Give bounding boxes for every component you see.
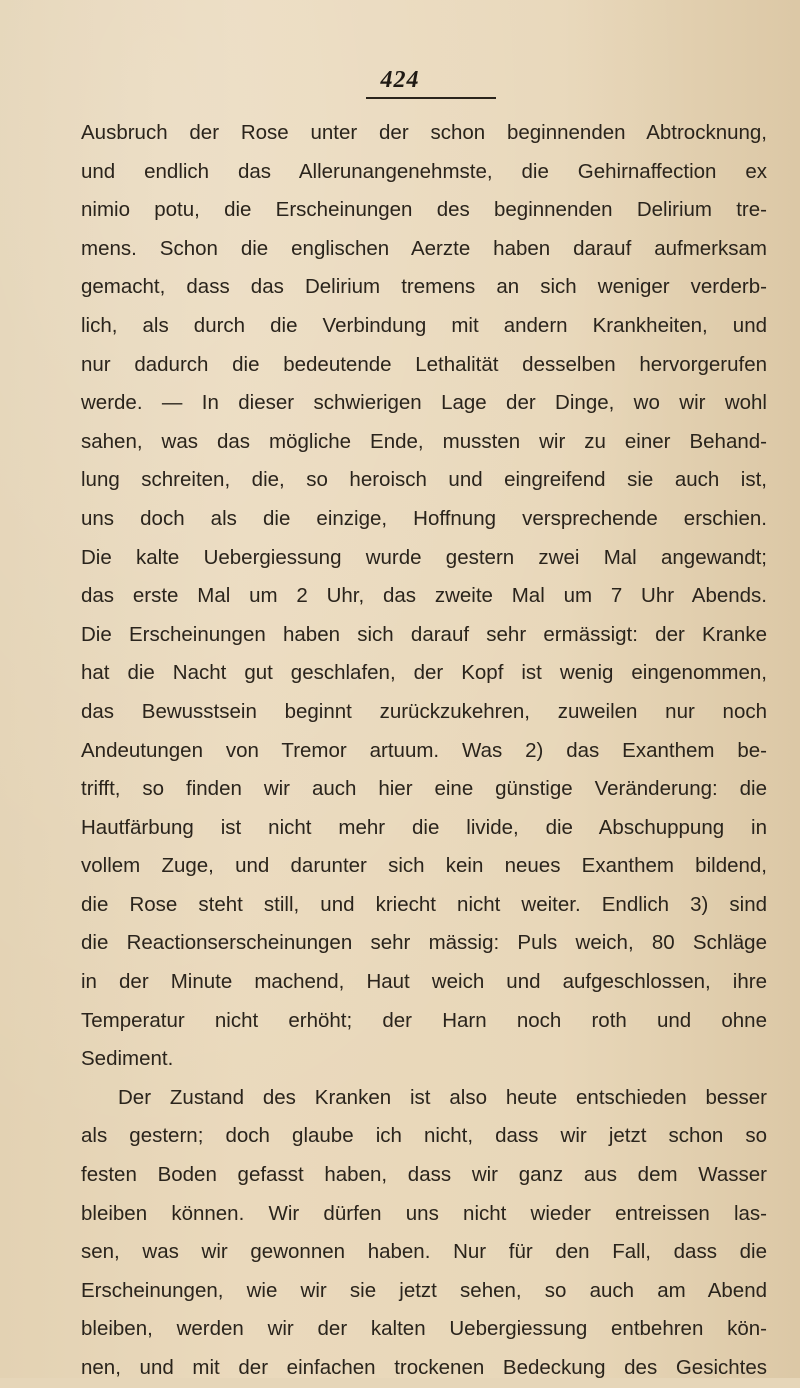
text-line: Die kalte Uebergiessung wurde gestern zwei Mal angewandt;: [81, 545, 767, 569]
text-line: Temperatur nicht erhöht; der Harn noch roth und ohne: [81, 1008, 767, 1032]
text-line: Hautfärbung ist nicht mehr die livide, die Abschuppung in: [81, 815, 767, 839]
page-number-underline: [366, 97, 496, 99]
body-text: [81, 114, 767, 1388]
text-line: Ausbruch der Rose unter der schon beginnenden Abtrocknung,: [81, 121, 767, 144]
text-line: das erste Mal um 2 Uhr, das zweite Mal um 7 Uhr Abends.: [81, 584, 767, 608]
text-line: gemacht, dass das Delirium tremens an sich weniger verderb-: [81, 275, 767, 299]
text-line: als gestern; doch glaube ich nicht, dass wir jetzt schon so: [81, 1124, 767, 1148]
text-line: die Rose steht still, und kriecht nicht weiter. Endlich 3) sind: [81, 892, 767, 916]
text-line: hat die Nacht gut geschlafen, der Kopf ist wenig eingenommen,: [81, 661, 767, 685]
text-line: nur dadurch die bedeutende Lethalität desselben hervorgerufen: [81, 352, 767, 376]
text-line: bleiben können. Wir dürfen uns nicht wieder entreissen las-: [81, 1201, 767, 1225]
text-line: sen, was wir gewonnen haben. Nur für den Fall, dass die: [81, 1240, 767, 1264]
text-line: werde. — In dieser schwierigen Lage der Dinge, wo wir wohl: [81, 391, 767, 415]
text-line: Andeutungen von Tremor artuum. Was 2) das Exanthem be-: [81, 738, 767, 762]
text-line: trifft, so finden wir auch hier eine günstige Veränderung: die: [81, 777, 767, 801]
text-line: in der Minute machend, Haut weich und aufgeschlossen, ihre: [81, 970, 767, 994]
text-line: lung schreiten, die, so heroisch und eingreifend sie auch ist,: [81, 468, 767, 492]
text-line: bleiben, werden wir der kalten Uebergiessung entbehren kön-: [81, 1317, 767, 1341]
text-line: das Bewusstsein beginnt zurückzukehren, zuweilen nur noch: [81, 699, 767, 723]
text-line-paragraph-start: Der Zustand des Kranken ist also heute entschieden besser: [118, 1085, 767, 1109]
page-number: 424: [380, 67, 420, 93]
text-line: die Reactionserscheinungen sehr mässig: Puls weich, 80 Schläge: [81, 931, 767, 955]
text-line: nimio potu, die Erscheinungen des beginnenden Delirium tre-: [81, 198, 767, 222]
text-line: und endlich das Allerunangenehmste, die Gehirnaffection ex: [81, 159, 767, 183]
text-line-paragraph-end: Sediment.: [81, 1047, 174, 1071]
text-line: Erscheinungen, wie wir sie jetzt sehen, so auch am Abend: [81, 1278, 767, 1302]
text-line: mens. Schon die englischen Aerzte haben darauf aufmerksam: [81, 236, 767, 260]
text-line: uns doch als die einzige, Hoffnung versprechende erschien.: [81, 506, 767, 530]
text-line: nen, und mit der einfachen trockenen Bedeckung des Gesichtes: [81, 1356, 767, 1379]
text-line: vollem Zuge, und darunter sich kein neues Exanthem bildend,: [81, 854, 767, 878]
text-line: festen Boden gefasst haben, dass wir ganz aus dem Wasser: [81, 1163, 767, 1187]
text-line: Die Erscheinungen haben sich darauf sehr ermässigt: der Kranke: [81, 622, 767, 646]
text-line: lich, als durch die Verbindung mit andern Krankheiten, und: [81, 313, 767, 337]
text-line: sahen, was das mögliche Ende, mussten wir zu einer Behand-: [81, 429, 767, 453]
